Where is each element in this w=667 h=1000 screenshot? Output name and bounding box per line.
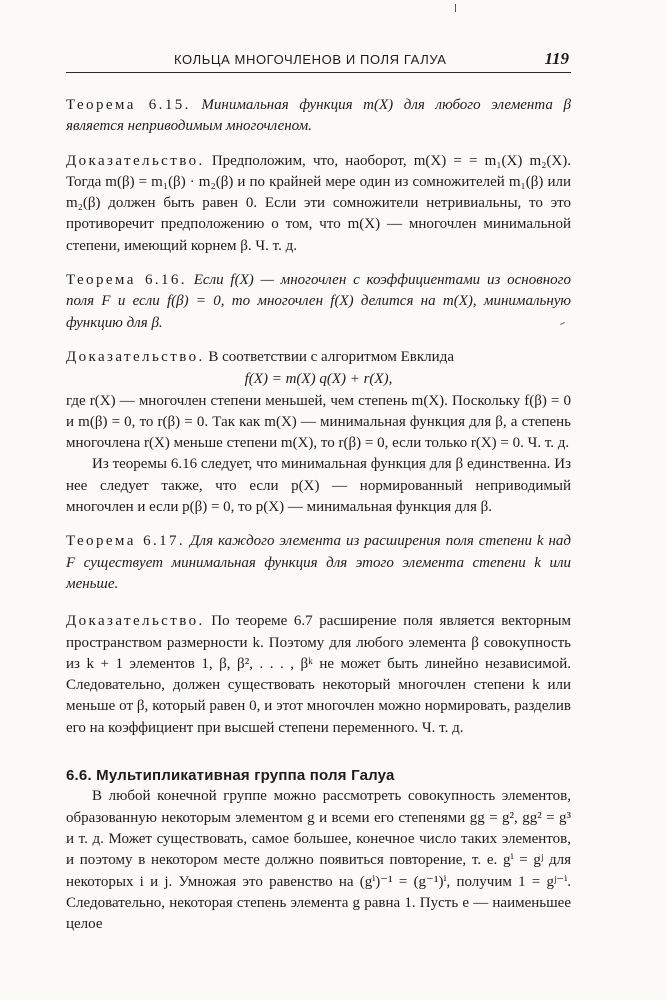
theorem-lead: Теорема 6.15.: [66, 97, 191, 113]
section-heading: 6.6. Мультипликативная группа поля Галуа: [66, 767, 395, 785]
theorem-lead: Теорема 6.17.: [66, 533, 186, 550]
euclid-formula: f(X) = m(X) q(X) + r(X),: [244, 371, 393, 388]
page-header: [66, 48, 571, 73]
theorem-6-16-consequence: Из теоремы 6.16 следует, что минимальная функция для β единственна. Из нее следует также, что если p(X) — нормированный неприводимый многочлен и если p(β) = 0, то p(X) — минимальная функция для β.: [66, 456, 571, 516]
proof-lead: Доказательство.: [66, 613, 205, 630]
theorem-6-16: [66, 270, 571, 334]
proof-intro: В соответствии с алгоритмом Евклида: [208, 348, 454, 365]
theorem-6-15: [66, 95, 571, 138]
theorem-lead: Теорема 6.16.: [66, 272, 187, 289]
proof-6-17: [66, 611, 571, 739]
section-paragraph: В любой конечной группе можно рассмотреть совокупность элементов, образованную некоторым элементом g и всеми его степенями gg = g², gg² = g³ и т. д. Может существовать, самое большее, конечное число таких элементов, и поэтому в некотором месте должно появиться повторение, т. е. gⁱ = gʲ для некоторых i и j. Умножая это равенство на (gⁱ)⁻¹ = (g⁻¹)ⁱ, получим 1 = gʲ⁻ⁱ. Следовательно, некоторая степень элемента g равна 1. Пусть e — наименьшее целое: [66, 788, 571, 933]
proof-text: Предположим, что, наоборот, m(X) = = m₁(X) m₂(X). Тогда m(β) = m₁(β) · m₂(β) и по крайней мере один из сомножителей m₁(β) или m₂(β) должен быть равен 0. Если эти сомножители нетривиальны, то это противоречит предположению о том, что m(X) — многочлен минимальной степени, имеющий корнем β. Ч. т. д.: [66, 152, 572, 254]
proof-6-15: [66, 151, 571, 257]
proof-lead: Доказательство.: [66, 348, 205, 365]
proof-6-16: [66, 347, 571, 391]
ink-mark-top: [455, 4, 456, 12]
theorem-statement: Минимальная функция m(X) для любого элемента β является неприводимым многочленом.: [66, 97, 571, 135]
theorem-6-17: [66, 531, 571, 595]
proof-6-16-body: где r(X) — многочлен степени меньшей, чем степень m(X). Поскольку f(β) = 0 и m(β) = 0, то r(β) = 0. Так как m(X) — минимальная функция для β, а степень многочлена r(X) меньше степени m(X), то r(β) = 0, если только r(X) = 0. Ч. т. д.: [66, 392, 571, 452]
theorem-statement: Если f(X) — многочлен с коэффициентами из основного поля F и если f(β) = 0, то многочлен f(X) делится на m(X), минимальную функцию для β.: [66, 272, 572, 331]
running-title: КОЛЬЦА МНОГОЧЛЕНОВ И ПОЛЯ ГАЛУА: [174, 52, 447, 67]
page-body: [66, 95, 571, 935]
theorem-statement: Для каждого элемента из расширения поля степени k над F существует минимальная функция для этого элемента степени k или меньше.: [66, 533, 572, 592]
proof-lead: Доказательство.: [66, 152, 205, 169]
page-number: 119: [544, 49, 569, 68]
proof-text: По теореме 6.7 расширение поля является векторным пространством размерности k. Поэтому для любого элемента β совокупность из k + 1 элементов 1, β, β², . . . , βᵏ не может быть линейно независимой. Следовательно, должен существовать некоторый многочлен степени k или меньше от β, который равен 0, и этот многочлен можно нормировать, разделив его на коэффициент при высшей степени переменного. Ч. т. д.: [66, 613, 571, 736]
